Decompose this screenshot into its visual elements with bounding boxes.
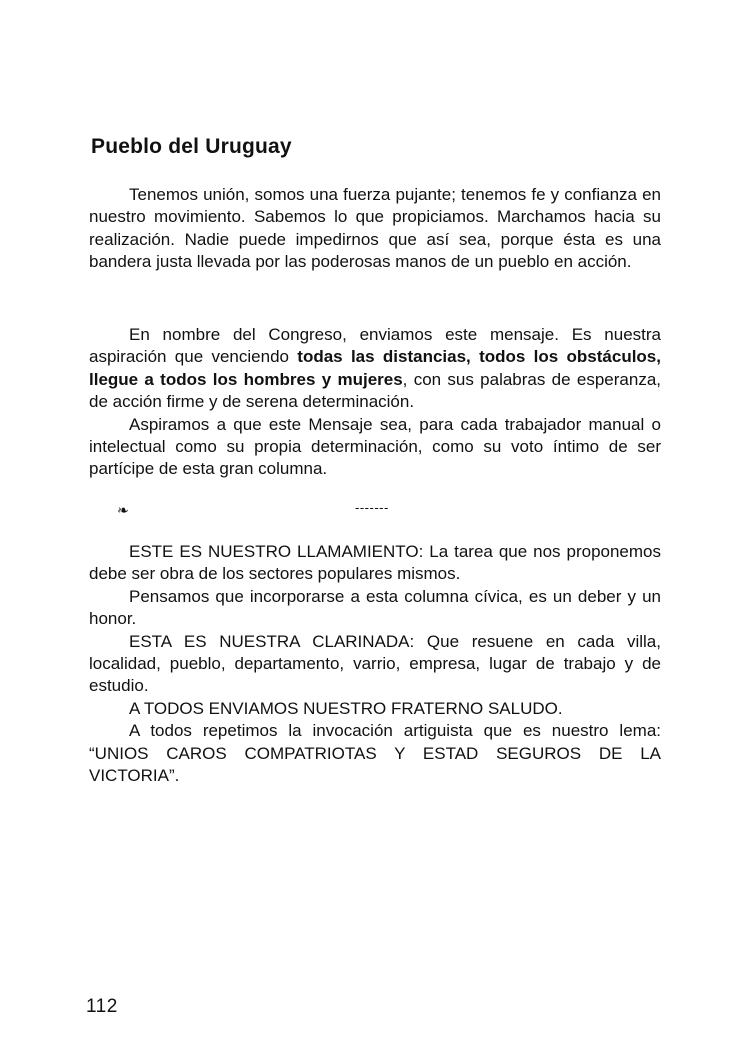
ornament-mark: ❧: [117, 502, 129, 518]
paragraph-union: Tenemos unión, somos una fuerza pujante; tenemos fe y confianza en nuestro movimiento. Sabemos lo que propiciamos. Marchamos hacia su realización. Nadie puede impedirnos que así sea, porque ésta es una bandera justa llevada por las poderosas manos de un pueblo en acción.: [89, 185, 661, 272]
paragraph-congreso-text-2: , con sus palabras de esperanza, de acción firme y de serena determinación.: [89, 369, 661, 412]
section-separator: -------: [355, 500, 389, 515]
paragraph-block-1: [89, 184, 661, 274]
paragraph-lema: A todos repetimos la invocación artiguista que es nuestro lema: “UNIOS CAROS COMPATRIOTAS Y ESTAD SEGUROS DE LA VICTORIA”.: [89, 721, 661, 786]
paragraph-pensamos: Pensamos que incorporarse a esta columna cívica, es un deber y un honor.: [89, 586, 661, 629]
paragraph-congreso-bold: todas las distancias, todos los obstáculos, llegue a todos los hombres y mujeres: [89, 347, 661, 389]
paragraph-llamamiento: ESTE ES NUESTRO LLAMAMIENTO: La tarea que nos proponemos debe ser obra de los sectores populares mismos.: [89, 542, 661, 584]
page-title: Pueblo del Uruguay: [91, 135, 292, 158]
paragraph-clarinada: ESTA ES NUESTRA CLARINADA: Que resuene en cada villa, localidad, pueblo, departamento, varrio, empresa, lugar de trabajo y de estudio.: [89, 631, 661, 696]
paragraph-block-3: [89, 541, 661, 787]
paragraph-congreso: [89, 324, 661, 414]
paragraph-aspiramos: Aspiramos a que este Mensaje sea, para cada trabajador manual o intelectual como su propia determinación, como su voto íntimo de ser partícipe de esta gran columna.: [89, 414, 661, 479]
paragraph-saludo: A TODOS ENVIAMOS NUESTRO FRATERNO SALUDO.: [129, 698, 563, 718]
paragraph-congreso-text-1: En nombre del Congreso, enviamos este mensaje. Es nuestra aspiración que venciendo: [89, 325, 661, 367]
page-number: 112: [86, 996, 118, 1017]
paragraph-block-2: [89, 324, 661, 481]
